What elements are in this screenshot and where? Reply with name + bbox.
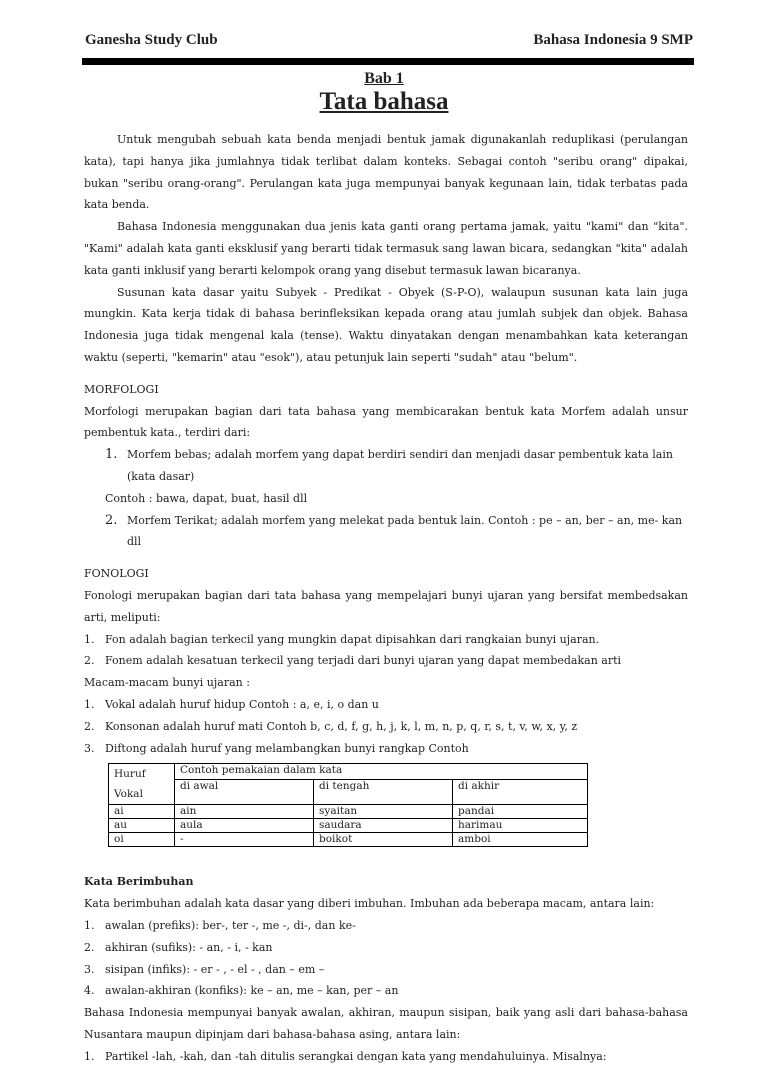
list-number: 1. bbox=[84, 697, 95, 711]
table-row bbox=[109, 819, 588, 833]
page-title: Tata bahasa bbox=[319, 88, 449, 115]
table-header-cell: di akhir bbox=[453, 780, 588, 805]
table-cell: saudara bbox=[314, 819, 453, 833]
list-text: Vokal adalah huruf hidup Contoh : a, e, i, o dan u bbox=[105, 697, 379, 711]
chapter-label: Bab 1 bbox=[364, 70, 404, 87]
document-body bbox=[84, 129, 688, 1067]
diftong-table bbox=[108, 763, 588, 847]
list-number: 2. bbox=[84, 940, 95, 954]
morfologi-text: Morfologi merupakan bagian dari tata bahasa yang membicarakan bentuk kata Morfem adalah unsur pembentuk kata., terdiri dari: bbox=[84, 404, 688, 440]
table-row bbox=[109, 805, 588, 819]
table-cell: aula bbox=[175, 819, 314, 833]
list-number: 3. bbox=[84, 962, 95, 976]
list-text: Partikel -lah, -kah, dan -tah ditulis serangkai dengan kata yang mendahuluinya. Misalnya: bbox=[105, 1049, 607, 1063]
list-text: Fon adalah bagian terkecil yang mungkin dapat dipisahkan dari rangkaian bunyi ujaran. bbox=[105, 632, 600, 646]
list-item bbox=[84, 650, 688, 672]
table-header-cell: Huruf Vokal bbox=[109, 764, 175, 805]
list-number: 4. bbox=[84, 984, 95, 998]
list-number: 1. bbox=[84, 632, 95, 646]
list-item bbox=[84, 738, 688, 760]
table-cell: pandai bbox=[453, 805, 588, 819]
list-item bbox=[84, 915, 688, 937]
list-item bbox=[84, 629, 688, 651]
list-text: Morfem bebas; adalah morfem yang dapat berdiri sendiri dan menjadi dasar pembentuk kata lain (kata dasar) bbox=[127, 448, 673, 483]
list-text: Morfem Terikat; adalah morfem yang melekat pada bentuk lain. Contoh : pe – an, ber – an, me- kan dll bbox=[127, 513, 683, 549]
berimbuhan-text: Kata berimbuhan adalah kata dasar yang diberi imbuhan. Imbuhan ada beberapa macam, antara lain: bbox=[84, 897, 655, 911]
table-cell: boikot bbox=[314, 833, 453, 847]
list-number: 1. bbox=[84, 918, 95, 932]
intro-paragraph: Susunan kata dasar yaitu Subyek - Predikat - Obyek (S-P-O), walaupun susunan kata lain juga mungkin. Kata kerja tidak di bahasa berinfleksikan kepada orang atau jumlah subjek dan objek. Bahasa Indonesia juga tidak mengenal kala (tense). Waktu dinyatakan dengan menambahkan kata keterangan waktu (seperti, "kemarin" atau "esok"), atau petunjuk lain seperti "sudah" atau "belum". bbox=[84, 285, 688, 364]
table-row bbox=[109, 833, 588, 847]
morfologi-example: Contoh : bawa, dapat, buat, hasil dll bbox=[105, 491, 308, 505]
list-number: 2. bbox=[105, 512, 118, 528]
list-item bbox=[84, 937, 688, 959]
section-heading-morfologi: MORFOLOGI bbox=[84, 382, 159, 396]
table-cell: harimau bbox=[453, 819, 588, 833]
table-header-cell: di awal bbox=[175, 780, 314, 805]
table-cell: - bbox=[175, 833, 314, 847]
list-item bbox=[84, 510, 688, 554]
table-header-cell: di tengah bbox=[314, 780, 453, 805]
header-right: Bahasa Indonesia 9 SMP bbox=[533, 32, 693, 48]
list-text: Diftong adalah huruf yang melambangkan bunyi rangkap Contoh bbox=[105, 741, 469, 755]
macam-label: Macam-macam bunyi ujaran : bbox=[84, 676, 250, 690]
list-text: awalan (prefiks): ber-, ter -, me -, di-, dan ke- bbox=[105, 918, 356, 932]
list-number: 2. bbox=[84, 654, 95, 668]
list-number: 1. bbox=[105, 447, 118, 463]
list-item bbox=[84, 694, 688, 716]
list-number: 1. bbox=[84, 1049, 95, 1063]
list-number: 2. bbox=[84, 719, 95, 733]
section-heading-berimbuhan: Kata Berimbuhan bbox=[84, 875, 194, 889]
table-cell: syaitan bbox=[314, 805, 453, 819]
fonologi-text: Fonologi merupakan bagian dari tata bahasa yang mempelajari bunyi ujaran yang bersifat membedsakan arti, meliputi: bbox=[84, 588, 688, 624]
intro-paragraph: Untuk mengubah sebuah kata benda menjadi bentuk jamak digunakanlah reduplikasi (perulangan kata), tapi hanya jika jumlahnya tidak terlibat dalam konteks. Sebagai contoh "seribu orang" dipakai, bukan "seribu orang-orang". Perulangan kata juga mempunyai banyak kegunaan lain, tidak terbatas pada kata benda. bbox=[84, 133, 688, 212]
header-rule bbox=[82, 58, 694, 65]
diftong-table-wrapper bbox=[108, 763, 688, 847]
table-group-header: Contoh pemakaian dalam kata bbox=[175, 764, 588, 780]
header-left: Ganesha Study Club bbox=[85, 32, 218, 48]
table-cell: oi bbox=[109, 833, 175, 847]
berimbuhan-text2: Bahasa Indonesia mempunyai banyak awalan, akhiran, maupun sisipan, baik yang asli dari bahasa-bahasa Nusantara maupun dipinjam dari bahasa-bahasa asing, antara lain: bbox=[84, 1006, 688, 1041]
list-item bbox=[84, 444, 688, 488]
list-item bbox=[84, 1046, 688, 1067]
table-cell: amboi bbox=[453, 833, 588, 847]
list-text: sisipan (infiks): - er - , - el - , dan – em – bbox=[105, 962, 325, 976]
table-cell: au bbox=[109, 819, 175, 833]
intro-paragraph: Bahasa Indonesia menggunakan dua jenis kata ganti orang pertama jamak, yaitu "kami" dan "kita". "Kami" adalah kata ganti eksklusif yang berarti tidak termasuk sang lawan bicara, sedangkan "kita" adalah kata ganti inklusif yang berarti kelompok orang yang disebut termasuk lawan bicaranya. bbox=[84, 220, 688, 277]
list-text: awalan-akhiran (konfiks): ke – an, me – kan, per – an bbox=[105, 984, 399, 998]
table-subheader-row bbox=[109, 780, 588, 805]
table-cell: ai bbox=[109, 805, 175, 819]
table-cell: ain bbox=[175, 805, 314, 819]
list-text: akhiran (sufiks): - an, - i, - kan bbox=[105, 940, 273, 954]
list-item bbox=[84, 959, 688, 981]
list-text: Konsonan adalah huruf mati Contoh b, c, d, f, g, h, j, k, l, m, n, p, q, r, s, t, v, w, x, y, z bbox=[105, 719, 578, 733]
table-header-row bbox=[109, 764, 588, 780]
list-item bbox=[84, 980, 688, 1002]
section-heading-fonologi: FONOLOGI bbox=[84, 567, 149, 581]
list-item bbox=[84, 716, 688, 738]
list-text: Fonem adalah kesatuan terkecil yang terjadi dari bunyi ujaran yang dapat membedakan arti bbox=[105, 654, 622, 668]
list-number: 3. bbox=[84, 741, 95, 755]
